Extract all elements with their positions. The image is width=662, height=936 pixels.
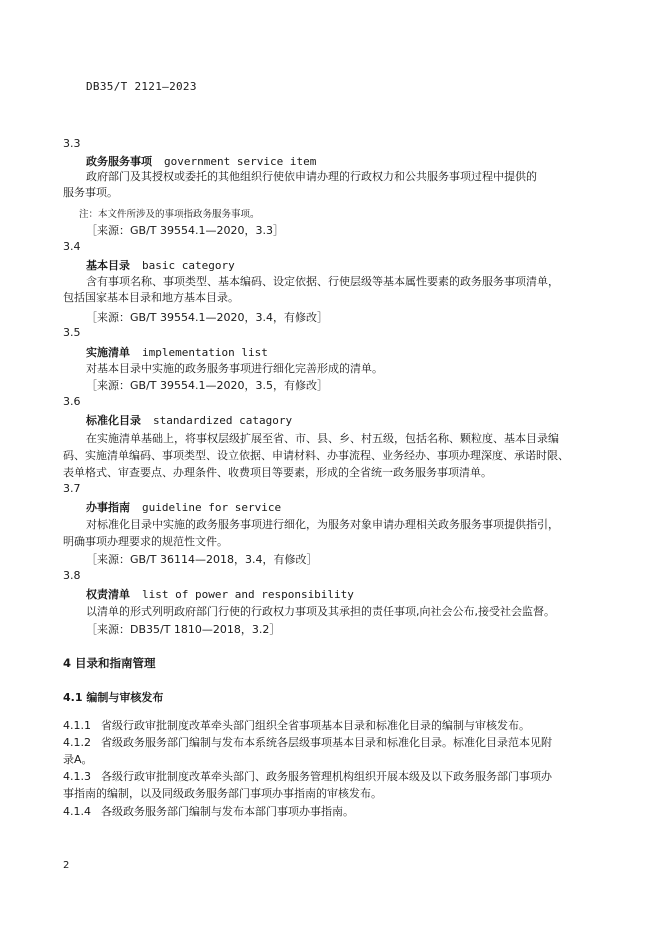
clause bbox=[63, 734, 552, 750]
term-number: 3.3 bbox=[63, 137, 81, 150]
term-chinese-name: 政务服务事项 bbox=[86, 155, 152, 168]
term-english-name: list of power and responsibility bbox=[142, 588, 354, 601]
page-number: 2 bbox=[63, 860, 70, 871]
term-source: ［来源：GB/T 39554.1—2020，3.3］ bbox=[86, 224, 284, 237]
clause-number: 4.1.3 bbox=[63, 770, 91, 783]
clause-continuation: 录A。 bbox=[63, 753, 93, 766]
clause-number: 4.1.1 bbox=[63, 719, 91, 732]
document-id: DB35/T 2121—2023 bbox=[86, 80, 197, 93]
term-definition-line: 含有事项名称、事项类型、基本编码、设定依据、行使层级等基本属性要素的政务服务事项清单， bbox=[86, 275, 559, 288]
term-number: 3.7 bbox=[63, 482, 81, 495]
clause-number: 4.1.2 bbox=[63, 736, 91, 749]
term-definition-line: 包括国家基本目录和地方基本目录。 bbox=[63, 291, 239, 304]
term-english-name: guideline for service bbox=[142, 501, 282, 514]
term-number: 3.6 bbox=[63, 395, 81, 408]
term-chinese-name: 标准化目录 bbox=[86, 414, 141, 427]
clause-text: 省级行政审批制度改革牵头部门组织全省事项基本目录和标准化目录的编制与审核发布。 bbox=[101, 719, 530, 732]
term-title bbox=[86, 153, 316, 169]
clause bbox=[63, 803, 354, 819]
term-definition-line: 服务事项。 bbox=[63, 186, 118, 199]
term-chinese-name: 实施清单 bbox=[86, 346, 130, 359]
clause bbox=[63, 768, 552, 784]
term-title bbox=[86, 257, 235, 273]
clause-text: 省级政务服务部门编制与发布本系统各层级事项基本目录和标准化目录。标准化目录范本见附 bbox=[101, 736, 552, 749]
clause-text: 各级政务服务部门编制与发布本部门事项办事指南。 bbox=[101, 805, 354, 818]
term-source: ［来源：GB/T 36114—2018，3.4，有修改］ bbox=[86, 553, 318, 566]
section-heading: 4 目录和指南管理 bbox=[63, 656, 156, 670]
term-definition-line: 码、实施清单编码、事项类型、设立依据、申请材料、办事流程、业务经办、事项办理深度、承诺时限、 bbox=[63, 449, 569, 462]
term-number: 3.8 bbox=[63, 569, 81, 582]
term-number: 3.4 bbox=[63, 240, 81, 253]
term-title bbox=[86, 499, 281, 515]
term-english-name: implementation list bbox=[142, 346, 268, 359]
term-title bbox=[86, 586, 354, 602]
term-english-name: standardized catagory bbox=[153, 414, 293, 427]
subsection-heading: 4.1 编制与审核发布 bbox=[63, 691, 164, 704]
term-note: 注：本文件所涉及的事项指政务服务事项。 bbox=[79, 209, 260, 220]
term-definition-line: 政府部门及其授权或委托的其他组织行使依申请办理的行政权力和公共服务事项过程中提供的 bbox=[86, 170, 537, 183]
term-definition-line: 对标准化目录中实施的政务服务事项进行细化，为服务对象申请办理相关政务服务事项提供指引， bbox=[86, 518, 559, 531]
term-source: ［来源：DB35/T 1810—2018，3.2］ bbox=[86, 623, 281, 636]
term-english-name: basic category bbox=[142, 259, 235, 272]
term-number: 3.5 bbox=[63, 326, 81, 339]
term-definition-line: 表单格式、审查要点、办理条件、收费项目等要素，形成的全省统一政务服务事项清单。 bbox=[63, 466, 492, 479]
term-source: ［来源：GB/T 39554.1—2020，3.4，有修改］ bbox=[86, 311, 328, 324]
clause-continuation: 事指南的编制，以及同级政务服务部门事项办事指南的审核发布。 bbox=[63, 787, 382, 800]
term-definition-line: 以清单的形式列明政府部门行使的行政权力事项及其承担的责任事项,向社会公布,接受社会监督。 bbox=[86, 605, 555, 618]
term-chinese-name: 权责清单 bbox=[86, 588, 130, 601]
term-source: ［来源：GB/T 39554.1—2020，3.5，有修改］ bbox=[86, 379, 328, 392]
term-definition-line: 在实施清单基础上，将事权层级扩展至省、市、县、乡、村五级，包括名称、颗粒度、基本目录编 bbox=[86, 432, 559, 445]
clause bbox=[63, 717, 530, 733]
term-chinese-name: 办事指南 bbox=[86, 501, 130, 514]
term-english-name: government service item bbox=[164, 155, 317, 168]
clause-number: 4.1.4 bbox=[63, 805, 91, 818]
term-title bbox=[86, 412, 292, 428]
term-title bbox=[86, 344, 268, 360]
clause-text: 各级行政审批制度改革牵头部门、政务服务管理机构组织开展本级及以下政务服务部门事项办 bbox=[101, 770, 552, 783]
term-definition-line: 明确事项办理要求的规范性文件。 bbox=[63, 535, 228, 548]
term-chinese-name: 基本目录 bbox=[86, 259, 130, 272]
term-definition-line: 对基本目录中实施的政务服务事项进行细化完善形成的清单。 bbox=[86, 362, 383, 375]
